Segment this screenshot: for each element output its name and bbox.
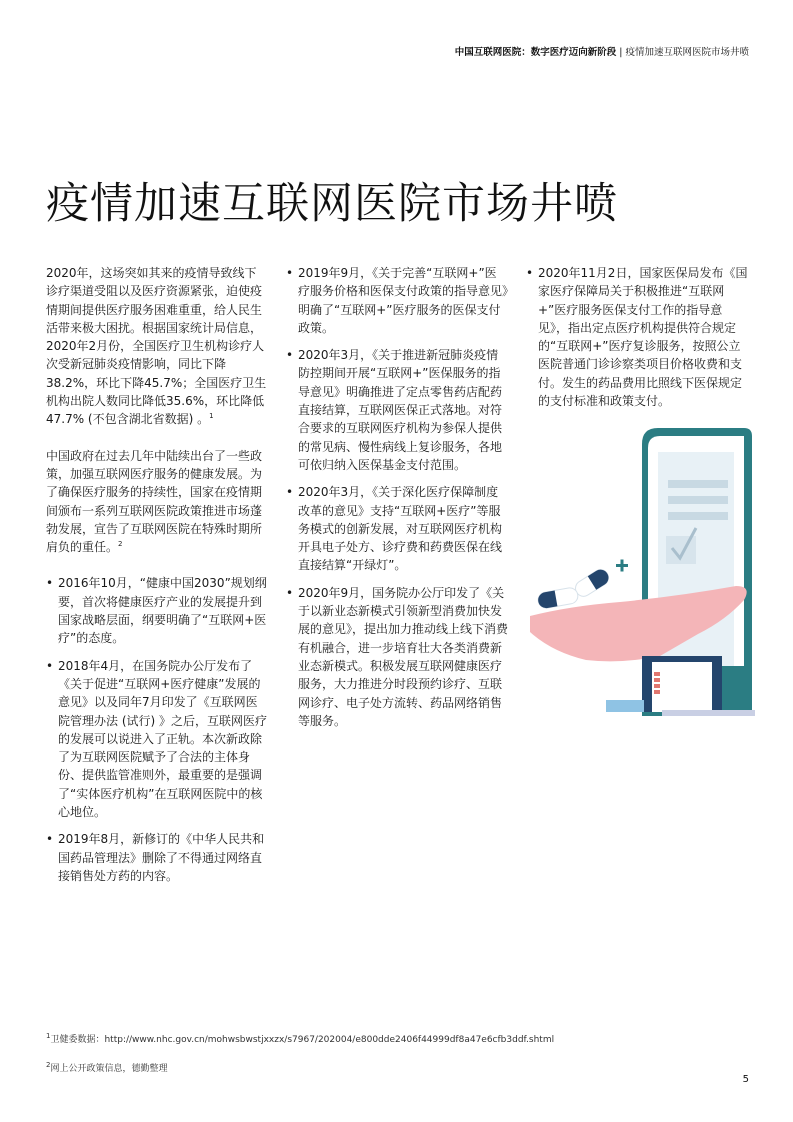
header-publication: 中国互联网医院：数字医疗迈向新阶段 bbox=[454, 47, 617, 58]
list-item: • 2020年3月，《关于深化医疗保障制度改革的意见》支持“互联网+医疗”等服务模式的创新发展，对互联网医疗机构开具电子处方、诊疗费和药费医保在线直接结算“开绿灯”。 bbox=[286, 483, 508, 574]
column-right bbox=[526, 264, 748, 419]
page-title: 疫情加速互联网医院市场井喷 bbox=[46, 179, 618, 229]
footnote-2-text: 网上公开政策信息，德勤整理 bbox=[50, 1064, 168, 1074]
list-item: • 2019年9月，《关于完善“互联网+”医疗服务价格和医保支付政策的指导意见》明确了“互联网+”医疗服务的医保支付政策。 bbox=[286, 264, 508, 337]
list-item: • 2019年8月，新修订的《中华人民共和国药品管理法》删除了不得通过网络直接销售处方药的内容。 bbox=[46, 830, 268, 885]
footnote-1-mark: 1 bbox=[46, 1032, 51, 1040]
capsule-icon bbox=[572, 567, 611, 600]
footnote-2-mark: 2 bbox=[46, 1061, 51, 1069]
footnote-1 bbox=[46, 1032, 554, 1045]
header-section: 疫情加速互联网医院市场井喷 bbox=[625, 47, 749, 58]
intro-paragraph-text: 2020年，这场突如其来的疫情导致线下诊疗渠道受阻以及医疗资源紧张，迫使疫情期间提供医疗服务困难重重，给人民生活带来极大困扰。根据国家统计局信息，2020年2月份，全国医疗卫生机构诊疗人次受新冠肺炎疫情影响，同比下降38.2%，环比下降45.7%；全国医疗卫生机构出院人数同比降低35.6%，环比降低47.7% (不包含湖北省数据) 。 bbox=[46, 266, 267, 427]
base-icon bbox=[606, 700, 644, 712]
list-item: • 2018年4月，在国务院办公厅发布了《关于促进“互联网+医疗健康”发展的意见》以及同年7月印发了《互联网医院管理办法 (试行) 》之后，互联网医疗的发展可以说进入了正轨。本次新政除了为互联网医院赋予了合法的主体身份、提供监管准则外，最重要的是强调了“实体医疗机构”在互联网医院中的核心地位。 bbox=[46, 657, 268, 822]
policy-list-left bbox=[46, 574, 268, 885]
pill-icon bbox=[537, 587, 579, 610]
list-item: • 2016年10月，“健康中国2030”规划纲要，首次将健康医疗产业的发展提升到国家战略层面，纲要明确了“互联网+医疗”的态度。 bbox=[46, 574, 268, 647]
plus-icon bbox=[616, 560, 628, 572]
header-separator: | bbox=[616, 47, 626, 58]
footnote-1-text: 卫健委数据：http://www.nhc.gov.cn/mohwsbwstjxxzx/s7967/202004/e800dde2406f44999df8a47e6cfb3ddf.shtml bbox=[50, 1035, 555, 1045]
list-item: • 2020年3月，《关于推进新冠肺炎疫情防控期间开展“互联网+”医保服务的指导意见》明确推进了定点零售药店配药直接结算，互联网医保正式落地。对符合要求的互联网医疗机构为参保人提供的常见病、慢性病线上复诊服务，各地可依归纳入医保基金支付范围。 bbox=[286, 346, 508, 474]
column-left bbox=[46, 264, 268, 894]
running-header bbox=[455, 44, 749, 58]
intro-paragraph bbox=[46, 264, 268, 429]
page-number: 5 bbox=[742, 1074, 749, 1085]
list-item: • 2020年9月，国务院办公厅印发了《关于以新业态新模式引领新型消费加快发展的意见》，提出加力推动线上线下消费有机融合，进一步培育壮大各类消费新业态新模式。积极发展互联网健康医疗服务，大力推进分时段预约诊疗、互联网诊疗、电子处方流转、药品网络销售等服务。 bbox=[286, 584, 508, 730]
column-middle bbox=[286, 264, 508, 739]
footnote-ref-2: 2 bbox=[118, 540, 123, 549]
policy-list-right bbox=[526, 264, 748, 410]
footnote-ref-1: 1 bbox=[209, 412, 214, 421]
policy-list-middle bbox=[286, 264, 508, 730]
list-item: • 2020年11月2日，国家医保局发布《国家医疗保障局关于积极推进“互联网+”医疗服务医保支付工作的指导意见》，指出定点医疗机构提供符合规定的“互联网+”医疗复诊服务，按照公立医院普通门诊诊察类项目价格收费和支付。发生的药品费用比照线下医保规定的支付标准和政策支付。 bbox=[526, 264, 748, 410]
cable-icon bbox=[654, 672, 660, 694]
policy-paragraph-text: 中国政府在过去几年中陆续出台了一些政策，加强互联网医疗服务的健康发展。为了确保医疗服务的持续性，国家在疫情期间颁布一系列互联网医院政策推进市场蓬勃发展，宣告了互联网医院在特殊时期所肩负的重任。 bbox=[46, 448, 263, 555]
policy-paragraph bbox=[46, 447, 268, 557]
phone-hand-medicine-illustration bbox=[530, 420, 755, 720]
footnote-2 bbox=[46, 1061, 167, 1074]
